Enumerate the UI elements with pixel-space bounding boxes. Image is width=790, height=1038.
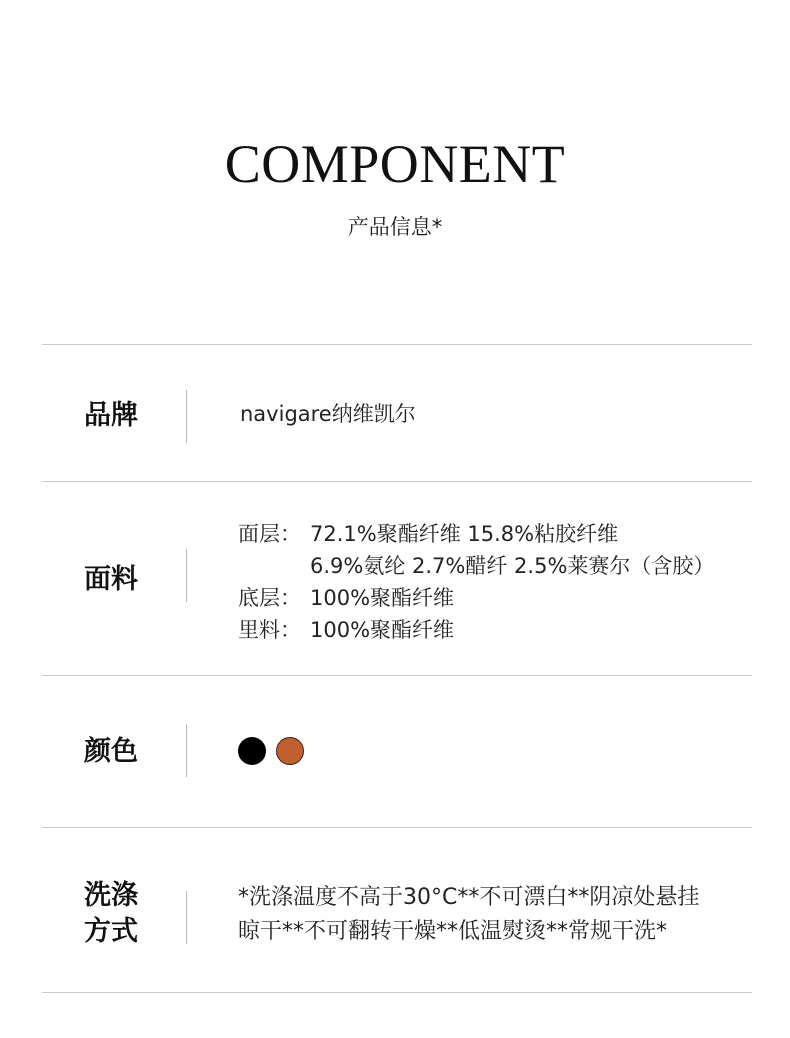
vertical-separator xyxy=(186,724,187,777)
fabric-value: 100%聚酯纤维 xyxy=(310,618,455,642)
divider xyxy=(42,675,752,676)
care-line-2: 晾干**不可翻转干燥**低温熨烫**常规干洗* xyxy=(238,919,668,944)
divider xyxy=(42,344,752,345)
page-title: COMPONENT xyxy=(224,134,566,194)
fabric-line-lining xyxy=(238,614,714,646)
fabric-value: 72.1%聚酯纤维 15.8%粘胶纤维 xyxy=(310,522,619,546)
fabric-key: 面层： xyxy=(238,522,301,546)
fabric-key: 底层： xyxy=(238,586,301,610)
fabric-line-top-layer xyxy=(238,518,714,550)
fabric-value: 6.9%氨纶 2.7%醋纤 2.5%莱赛尔（含胶） xyxy=(310,554,715,578)
care-label-line-1: 洗涤 xyxy=(84,880,138,911)
fabric-key xyxy=(238,550,310,582)
fabric-line-bottom-layer xyxy=(238,582,714,614)
color-label: 颜色 xyxy=(84,736,138,767)
color-swatch-black[interactable] xyxy=(238,737,266,765)
page-subtitle: 产品信息* xyxy=(347,215,443,239)
vertical-separator xyxy=(186,891,187,944)
fabric-line-top-layer-cont xyxy=(238,550,714,582)
vertical-separator xyxy=(186,390,187,443)
brand-value: navigare纳维凯尔 xyxy=(240,402,416,426)
divider xyxy=(42,481,752,482)
fabric-label: 面料 xyxy=(84,564,138,595)
vertical-separator xyxy=(186,549,187,602)
brand-label: 品牌 xyxy=(84,400,138,431)
divider xyxy=(42,827,752,828)
care-label xyxy=(84,878,138,950)
divider xyxy=(42,992,752,993)
care-line-1: *洗涤温度不高于30°C**不可漂白**阴凉处悬挂 xyxy=(238,885,700,910)
color-swatch-rust[interactable] xyxy=(276,737,304,765)
fabric-value: 100%聚酯纤维 xyxy=(310,586,455,610)
fabric-key: 里料： xyxy=(238,618,301,642)
care-instructions xyxy=(238,881,699,949)
care-label-line-2: 方式 xyxy=(84,916,138,947)
fabric-composition xyxy=(238,518,714,646)
